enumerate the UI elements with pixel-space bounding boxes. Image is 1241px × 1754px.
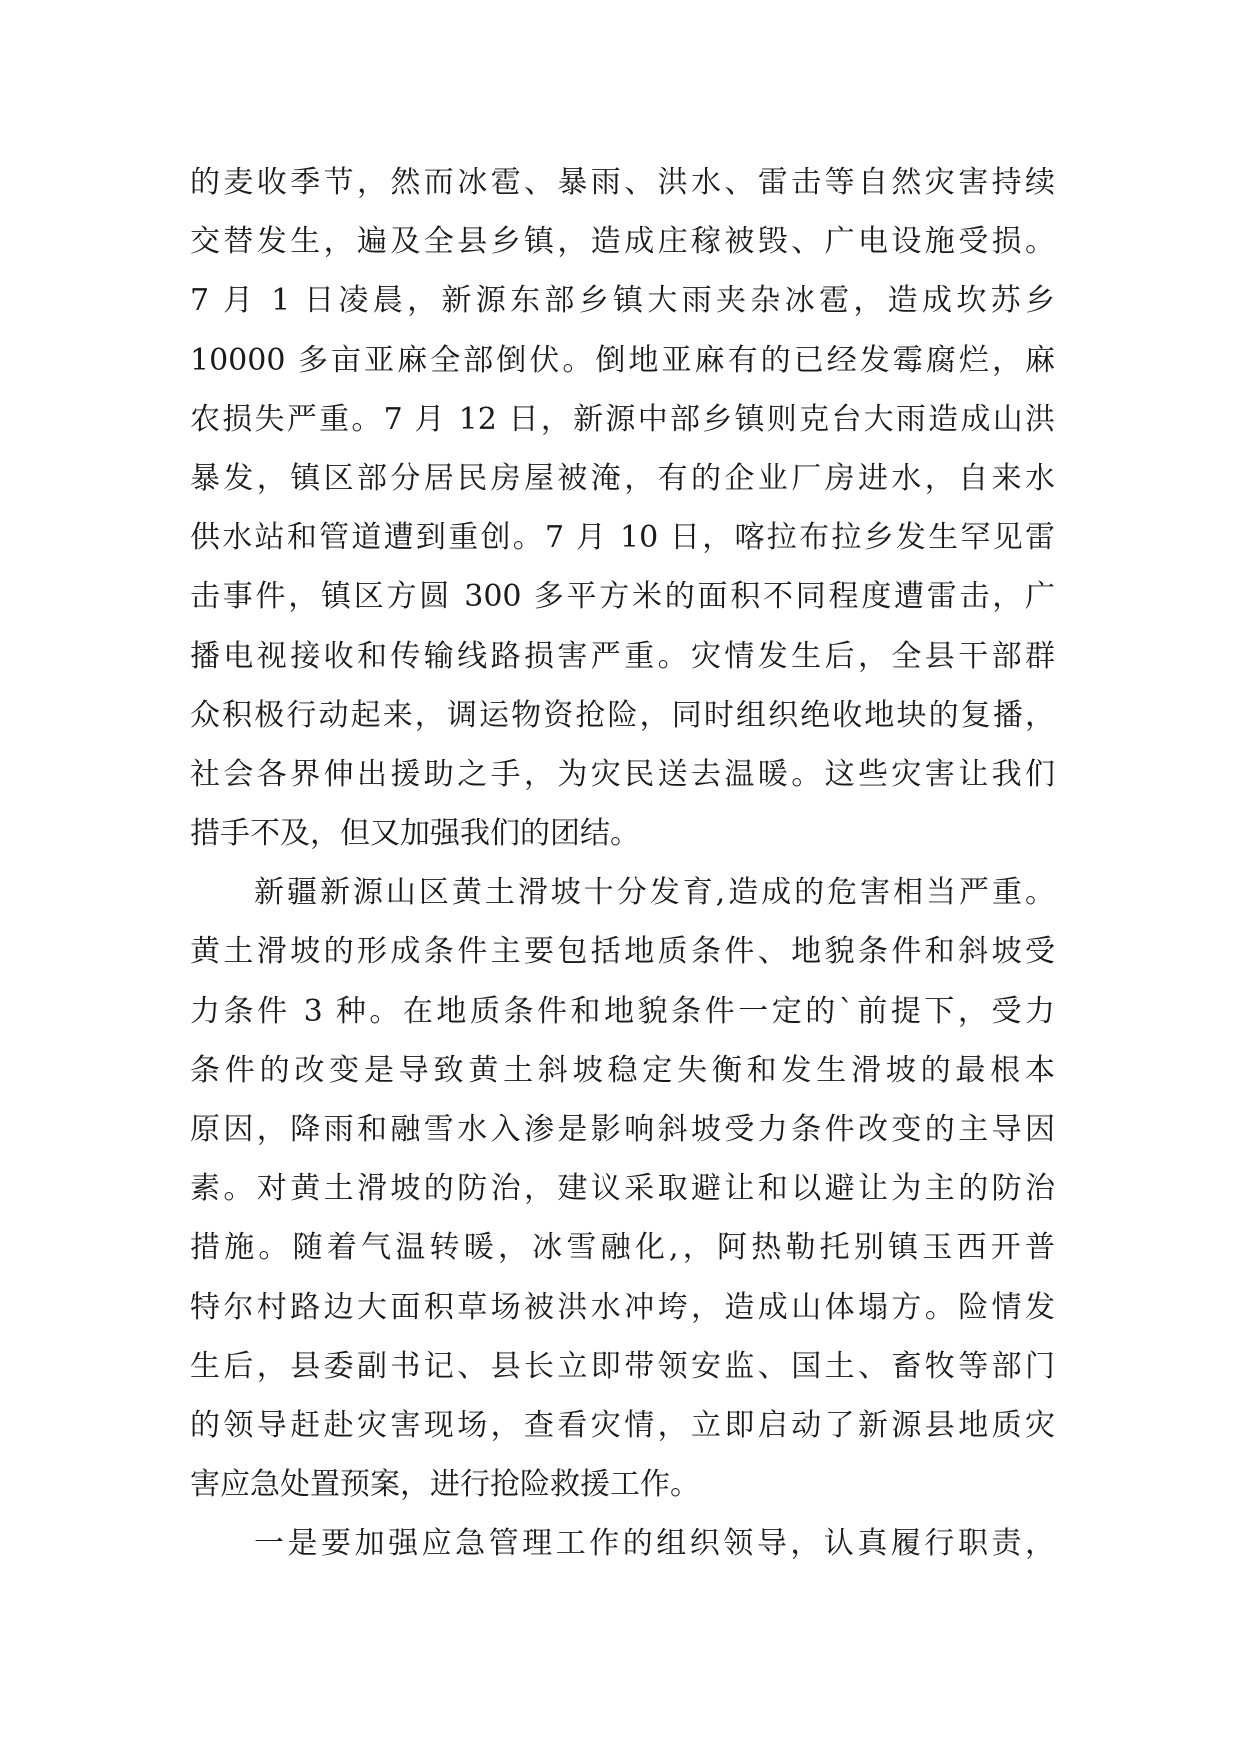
paragraph-line: 供水站和管道遭到重创。7 月 10 日，喀拉布拉乡发生罕见雷 [190, 520, 1055, 556]
paragraph-line: 众积极行动起来，调运物资抢险，同时组织绝收地块的复播， [190, 697, 1055, 733]
paragraph-line: 黄土滑坡的形成条件主要包括地质条件、地貌条件和斜坡受 [190, 934, 1055, 970]
paragraph-line: 农损失严重。7 月 12 日，新源中部乡镇则克台大雨造成山洪 [190, 401, 1055, 437]
paragraph-line: 10000 多亩亚麻全部倒伏。倒地亚麻有的已经发霉腐烂，麻 [190, 342, 1055, 378]
paragraph-line: 措手不及，但又加强我们的团结。 [190, 816, 640, 852]
paragraph-line: 社会各界伸出援助之手，为灾民送去温暖。这些灾害让我们 [190, 756, 1055, 792]
paragraph-line: 一是要加强应急管理工作的组织领导，认真履行职责， [254, 1526, 1055, 1562]
paragraph-1 [190, 153, 1055, 863]
paragraph-line: 措施。随着气温转暖，冰雪融化,，阿热勒托别镇玉西开普 [190, 1230, 1055, 1266]
paragraph-line: 力条件 3 种。在地质条件和地貌条件一定的`前提下，受力 [190, 993, 1055, 1029]
paragraph-line: 害应急处置预案，进行抢险救援工作。 [190, 1467, 700, 1503]
paragraph-line: 的麦收季节，然而冰雹、暴雨、洪水、雷击等自然灾害持续 [190, 165, 1055, 200]
document-body [190, 153, 1055, 1574]
paragraph-line: 生后，县委副书记、县长立即带领安监、国土、畜牧等部门 [190, 1348, 1055, 1384]
paragraph-line: 新疆新源山区黄土滑坡十分发育,造成的危害相当严重。 [254, 875, 1055, 911]
paragraph-line: 条件的改变是导致黄土斜坡稳定失衡和发生滑坡的最根本 [190, 1052, 1055, 1088]
paragraph-line: 7 月 1 日凌晨，新源东部乡镇大雨夹杂冰雹，造成坎苏乡 [190, 283, 1055, 319]
paragraph-line: 交替发生，遍及全县乡镇，造成庄稼被毁、广电设施受损。 [190, 224, 1055, 260]
paragraph-line: 暴发，镇区部分居民房屋被淹，有的企业厂房进水，自来水 [190, 460, 1055, 496]
paragraph-line: 的领导赶赴灾害现场，查看灾情，立即启动了新源县地质灾 [190, 1407, 1055, 1443]
paragraph-line: 击事件，镇区方圆 300 多平方米的面积不同程度遭雷击，广 [190, 579, 1055, 615]
paragraph-line: 特尔村路边大面积草场被洪水冲垮，造成山体塌方。险情发 [190, 1289, 1055, 1325]
paragraph-line: 素。对黄土滑坡的防治，建议采取避让和以避让为主的防治 [190, 1171, 1055, 1207]
paragraph-2 [190, 863, 1055, 1514]
paragraph-3 [190, 1514, 1055, 1573]
paragraph-line: 播电视接收和传输线路损害严重。灾情发生后，全县干部群 [190, 638, 1055, 674]
paragraph-line: 原因，降雨和融雪水入渗是影响斜坡受力条件改变的主导因 [190, 1112, 1055, 1147]
